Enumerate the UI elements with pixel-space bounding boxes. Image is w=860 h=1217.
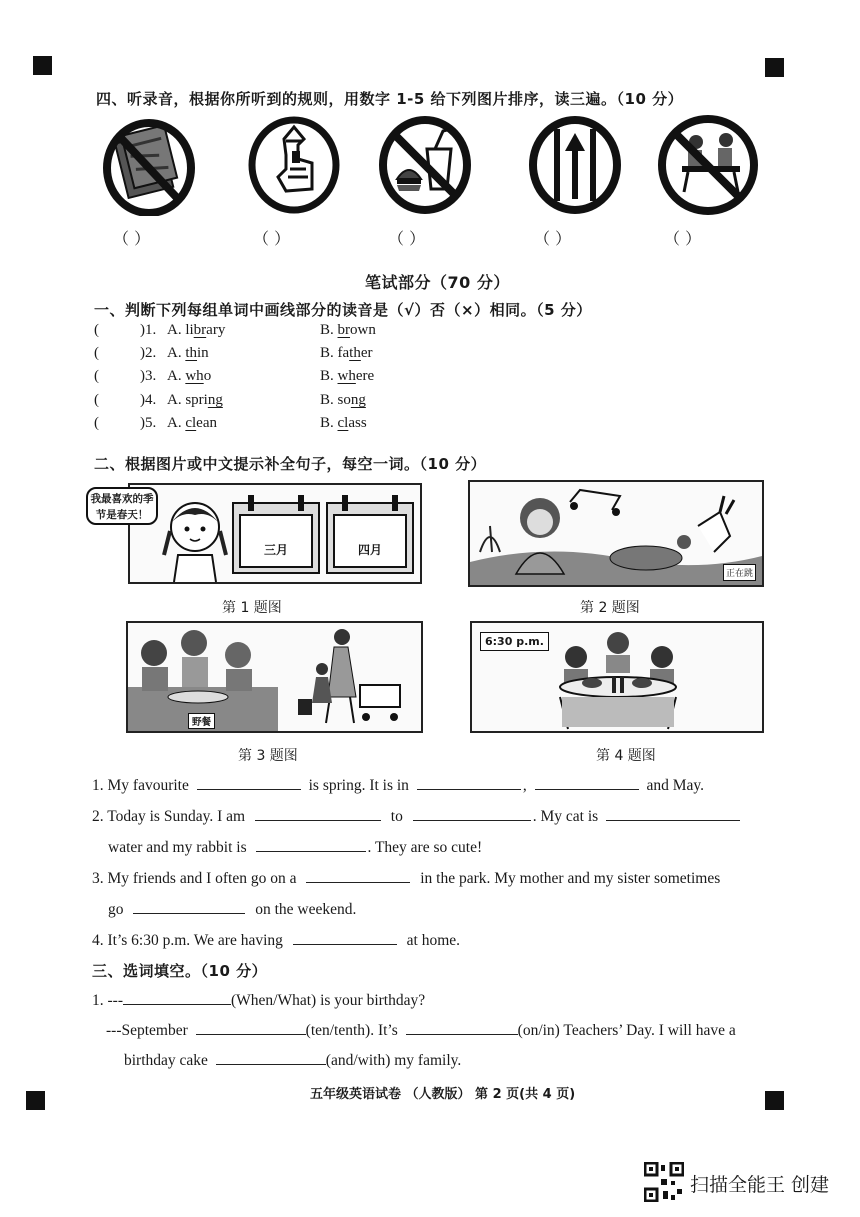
q2-blank-2[interactable] xyxy=(413,806,531,821)
option-b-underlined: th xyxy=(349,345,361,361)
option-a-suffix: o xyxy=(203,368,212,384)
part3-line-1 xyxy=(92,990,425,1010)
answer-paren-5[interactable]: （ ） xyxy=(664,229,702,248)
registration-mark xyxy=(33,56,52,75)
picture-2 xyxy=(468,480,764,587)
answer-paren[interactable]: ( xyxy=(94,368,99,384)
item-number: )2. xyxy=(140,345,157,361)
option-b-underlined: br xyxy=(337,322,351,338)
picnic-tag: 野餐 xyxy=(188,713,215,729)
option-a-underlined: th xyxy=(185,345,198,361)
option-b-prefix: B. so xyxy=(320,392,351,408)
option-a-prefix: A. xyxy=(167,345,186,361)
part3-line-3 xyxy=(124,1050,461,1070)
option-b-suffix: own xyxy=(350,322,376,338)
option-b xyxy=(320,368,374,385)
q1-text-b: is spring. It is in xyxy=(308,777,409,794)
registration-mark xyxy=(765,58,784,77)
time-tag: 6:30 p.m. xyxy=(480,632,549,651)
picture-4 xyxy=(470,621,764,733)
p3-text-2c: (on/in) Teachers’ Day. I will have a xyxy=(517,1022,736,1039)
answer-paren-1[interactable]: （ ） xyxy=(113,229,151,248)
p3-blank-1[interactable] xyxy=(123,990,231,1005)
no-littering-icon xyxy=(101,112,197,216)
p3-text-2a: ---September xyxy=(106,1022,188,1039)
q2-blank-3[interactable] xyxy=(606,806,740,821)
pronunciation-row xyxy=(94,415,514,435)
question-2-line-2 xyxy=(108,837,482,857)
option-a-prefix: A. xyxy=(167,368,186,384)
p3-text-3b: (and/with) my family. xyxy=(325,1052,462,1069)
option-a-prefix: A. spri xyxy=(167,392,208,408)
written-part-title: 笔试部分（70 分） xyxy=(365,273,510,292)
option-a-underlined: ng xyxy=(207,392,223,408)
question-3-line-2 xyxy=(108,899,356,919)
answer-paren-3[interactable]: （ ） xyxy=(388,229,426,248)
answer-paren[interactable]: ( xyxy=(94,345,99,361)
p3-blank-4[interactable] xyxy=(216,1050,326,1065)
option-a-underlined: cl xyxy=(185,415,197,431)
q2-text-e: . They are so cute! xyxy=(367,839,483,856)
no-talking-in-class-icon xyxy=(656,110,760,216)
q2-text-a: 2. Today is Sunday. I am xyxy=(92,808,246,825)
p3-text-3a: birthday cake xyxy=(124,1052,208,1069)
option-a-suffix: in xyxy=(197,345,209,361)
p3-blank-3[interactable] xyxy=(406,1020,518,1035)
scanner-watermark: 扫描全能王 创建 xyxy=(690,1174,830,1196)
option-b-suffix: ass xyxy=(348,415,367,431)
option-b-prefix: B. xyxy=(320,322,338,338)
option-b xyxy=(320,322,376,339)
picnic-shopping-illustration xyxy=(128,623,421,731)
q2-text-d: water and my rabbit is xyxy=(108,839,247,856)
q2-text-b: to xyxy=(390,808,403,825)
page-footer: 五年级英语试卷 （人教版） 第 2 页(共 4 页) xyxy=(310,1087,576,1102)
question-4-line xyxy=(92,930,460,950)
option-b-prefix: B. xyxy=(320,415,338,431)
answer-paren-4[interactable]: （ ） xyxy=(534,229,572,248)
q2-text-c: . My cat is xyxy=(532,808,599,825)
option-a-underlined: wh xyxy=(185,368,204,384)
question-1-line xyxy=(92,775,704,795)
part3-title: 三、选词填空。（10 分） xyxy=(92,962,268,980)
q3-text-c: go xyxy=(108,901,124,918)
option-b-underlined: cl xyxy=(337,415,349,431)
option-a xyxy=(167,392,223,409)
picture-3 xyxy=(126,621,423,733)
q1-text-d: and May. xyxy=(646,777,704,794)
q4-text-a: 4. It’s 6:30 p.m. We are having xyxy=(92,932,283,949)
q1-blank-1[interactable] xyxy=(197,775,301,790)
caption-4: 第 4 题图 xyxy=(596,748,656,764)
answer-paren[interactable]: ( xyxy=(94,392,99,408)
q3-blank-1[interactable] xyxy=(306,868,410,883)
option-b xyxy=(320,345,373,362)
caption-3: 第 3 题图 xyxy=(238,748,298,764)
q3-text-a: 3. My friends and I often go on a xyxy=(92,870,297,887)
pronunciation-row xyxy=(94,392,514,412)
speech-bubble: 我最喜欢的季节是春天！ xyxy=(86,487,158,525)
item-number: )1. xyxy=(140,322,157,338)
option-b-underlined: wh xyxy=(337,368,356,384)
q1-text-c: , xyxy=(522,777,527,794)
q2-blank-1[interactable] xyxy=(255,806,381,821)
answer-paren-2[interactable]: （ ） xyxy=(253,229,291,248)
question-3-line xyxy=(92,868,720,888)
qr-code-icon xyxy=(644,1162,684,1202)
q1-blank-2[interactable] xyxy=(417,775,521,790)
option-b-suffix: er xyxy=(360,345,373,361)
option-b-prefix: B. fa xyxy=(320,345,350,361)
q4-blank-1[interactable] xyxy=(293,930,397,945)
option-b xyxy=(320,392,366,409)
calendar-april-label: 四月 xyxy=(358,543,383,557)
pronunciation-row xyxy=(94,368,514,388)
q3-blank-2[interactable] xyxy=(133,899,245,914)
question-2-line xyxy=(92,806,744,826)
p3-text-1a: 1. --- xyxy=(92,992,123,1009)
pronunciation-row xyxy=(94,345,514,365)
option-a-prefix: A. xyxy=(167,415,186,431)
q1-blank-3[interactable] xyxy=(535,775,639,790)
part3-line-2 xyxy=(106,1020,736,1040)
part2-title: 二、根据图片或中文提示补全句子，每空一词。（10 分） xyxy=(94,455,487,473)
option-b-suffix: ere xyxy=(355,368,375,384)
singing-girl-pets-illustration xyxy=(470,482,762,585)
registration-mark xyxy=(765,1091,784,1110)
option-a-prefix: A. li xyxy=(167,322,194,338)
q1-text-a: 1. My favourite xyxy=(92,777,189,794)
p3-text-2b: (ten/tenth). It’s xyxy=(305,1022,398,1039)
option-b xyxy=(320,415,367,432)
option-a-suffix: ean xyxy=(196,415,217,431)
listening-section-title: 四、听录音，根据你所听到的规则，用数字 1-5 给下列图片排序，读三遍。（10 分） xyxy=(96,90,684,108)
jumping-tag: 正在跳 xyxy=(723,564,756,581)
option-a xyxy=(167,345,209,362)
item-number: )4. xyxy=(140,392,157,408)
answer-paren[interactable]: ( xyxy=(94,322,99,338)
registration-mark xyxy=(26,1091,45,1110)
caption-2: 第 2 题图 xyxy=(580,600,640,616)
q3-text-b: in the park. My mother and my sister sometimes xyxy=(420,870,721,887)
part1-title: 一、判断下列每组单词中画线部分的读音是（√）否（×）相同。（5 分） xyxy=(94,301,592,319)
girl-calendar-illustration xyxy=(130,485,420,582)
q4-text-b: at home. xyxy=(406,932,461,949)
option-b-underlined: ng xyxy=(350,392,366,408)
answer-paren[interactable]: ( xyxy=(94,415,99,431)
option-a-underlined: br xyxy=(193,322,207,338)
no-food-drink-icon xyxy=(377,111,473,215)
option-b-prefix: B. xyxy=(320,368,338,384)
keep-right-icon xyxy=(527,111,623,215)
item-number: )3. xyxy=(140,368,157,384)
p3-text-1b: (When/What) is your birthday? xyxy=(231,992,426,1009)
option-a xyxy=(167,368,211,385)
option-a xyxy=(167,322,225,339)
option-a-suffix: ary xyxy=(206,322,226,338)
be-quiet-icon xyxy=(246,111,342,215)
q2-blank-4[interactable] xyxy=(256,837,366,852)
picture-1 xyxy=(128,483,422,584)
calendar-march-label: 三月 xyxy=(264,543,289,557)
item-number: )5. xyxy=(140,415,157,431)
pronunciation-row xyxy=(94,322,514,342)
caption-1: 第 1 题图 xyxy=(222,600,282,616)
p3-blank-2[interactable] xyxy=(196,1020,306,1035)
option-a xyxy=(167,415,217,432)
q3-text-d: on the weekend. xyxy=(255,901,357,918)
